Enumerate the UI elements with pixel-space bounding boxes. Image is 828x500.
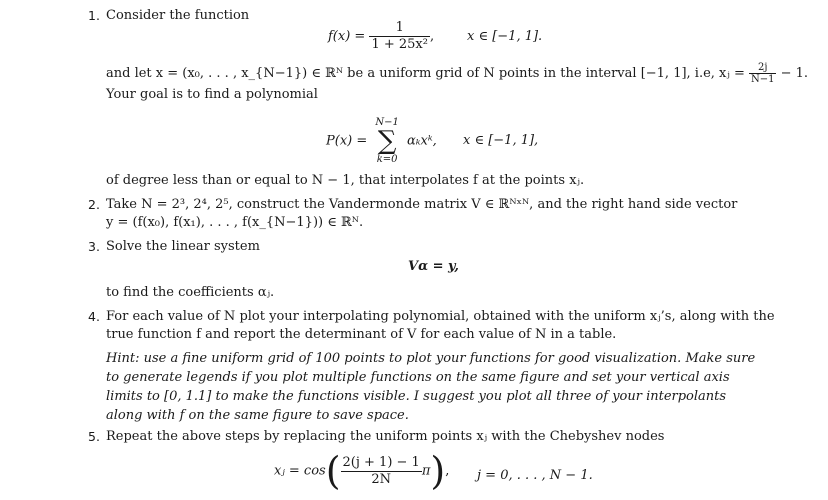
item4-line2: true function f and report the determinant of V for each value of N in a table. <box>106 327 617 342</box>
chebyshev-lhs: xⱼ = cos <box>274 463 326 479</box>
grid-definition <box>106 62 808 85</box>
hint-paragraph: Hint: use a fine uniform grid of 100 points to plot your functions for good visualization. Make sure to generate legends if you plot multiple functions on the same figure and set your vertical axis limits to [0, 1.1] to make the functions visible. I suggest you plot all three of your interpolants along with f on the same figure to save space. <box>106 351 756 423</box>
degree-text: of degree less than or equal to N − 1, that interpolates f at the points xⱼ. <box>106 173 585 188</box>
grid-fraction <box>749 62 777 85</box>
chebyshev-numerator: 2(j + 1) − 1 <box>342 454 420 470</box>
chebyshev-pi: π <box>421 463 431 479</box>
item1-intro: Consider the function <box>106 8 250 23</box>
goal-text: Your goal is to find a polynomial <box>106 87 318 102</box>
linear-system-equation: Vα = y, <box>408 259 459 274</box>
chebyshev-denominator: 2N <box>371 471 392 487</box>
summation <box>375 117 399 165</box>
function-numerator: 1 <box>369 20 430 37</box>
item-number-4: 4. <box>88 309 100 324</box>
item4-line1: For each value of N plot your interpolating polynomial, obtained with the uniform xⱼ’s, along with the <box>106 309 775 324</box>
sum-symbol: ∑ <box>377 126 397 156</box>
item3-intro: Solve the linear system <box>106 239 260 254</box>
sum-upper-limit: N−1 <box>375 117 399 128</box>
grid-numerator: 2j <box>749 62 777 74</box>
chebyshev-fraction <box>341 455 422 488</box>
grid-denominator: N−1 <box>750 74 775 85</box>
item3-tail: to find the coefficients αⱼ. <box>106 285 275 300</box>
item2-line2: y = (f(x₀), f(x₁), . . . , f(x_{N−1})) ∈ ℝᴺ. <box>106 215 364 230</box>
chebyshev-nodes-formula: xⱼ = cos( $\frac{2(j + 1) - 1}{2N}$ π), <box>274 449 450 493</box>
function-definition <box>328 20 434 53</box>
item2-line1: Take N = 2³, 2⁴, 2⁵, construct the Vandermonde matrix V ∈ ℝᴺˣᴺ, and the right hand side vector <box>106 197 738 212</box>
function-denominator: 1 + 25x² <box>371 37 428 52</box>
item-number-5: 5. <box>88 429 100 444</box>
chebyshev-range: j = 0, . . . , N − 1. <box>477 468 593 483</box>
polynomial-definition <box>326 117 437 165</box>
item-number-1: 1. <box>88 8 100 23</box>
function-domain: x ∈ [−1, 1]. <box>467 29 543 44</box>
function-comma: , <box>429 29 435 44</box>
function-fraction <box>369 20 430 53</box>
polynomial-term: αₖxᵏ, <box>407 133 437 149</box>
grid-text: and let x = (x₀, . . . , x_{N−1}) ∈ ℝᴺ be a uniform grid of N points in the interval [−1, 1], i.e, xⱼ = <box>106 66 745 81</box>
function-lhs: f(x) = <box>328 29 366 44</box>
item5-line1: Repeat the above steps by replacing the uniform points xⱼ with the Chebyshev nodes <box>106 429 665 444</box>
item-number-2: 2. <box>88 197 100 212</box>
sum-lower-limit: k=0 <box>376 154 398 165</box>
polynomial-lhs: P(x) = <box>326 133 368 149</box>
item-number-3: 3. <box>88 239 100 254</box>
grid-tail: − 1. <box>780 66 809 81</box>
chebyshev-comma: , <box>445 463 450 479</box>
polynomial-domain: x ∈ [−1, 1], <box>463 133 539 148</box>
